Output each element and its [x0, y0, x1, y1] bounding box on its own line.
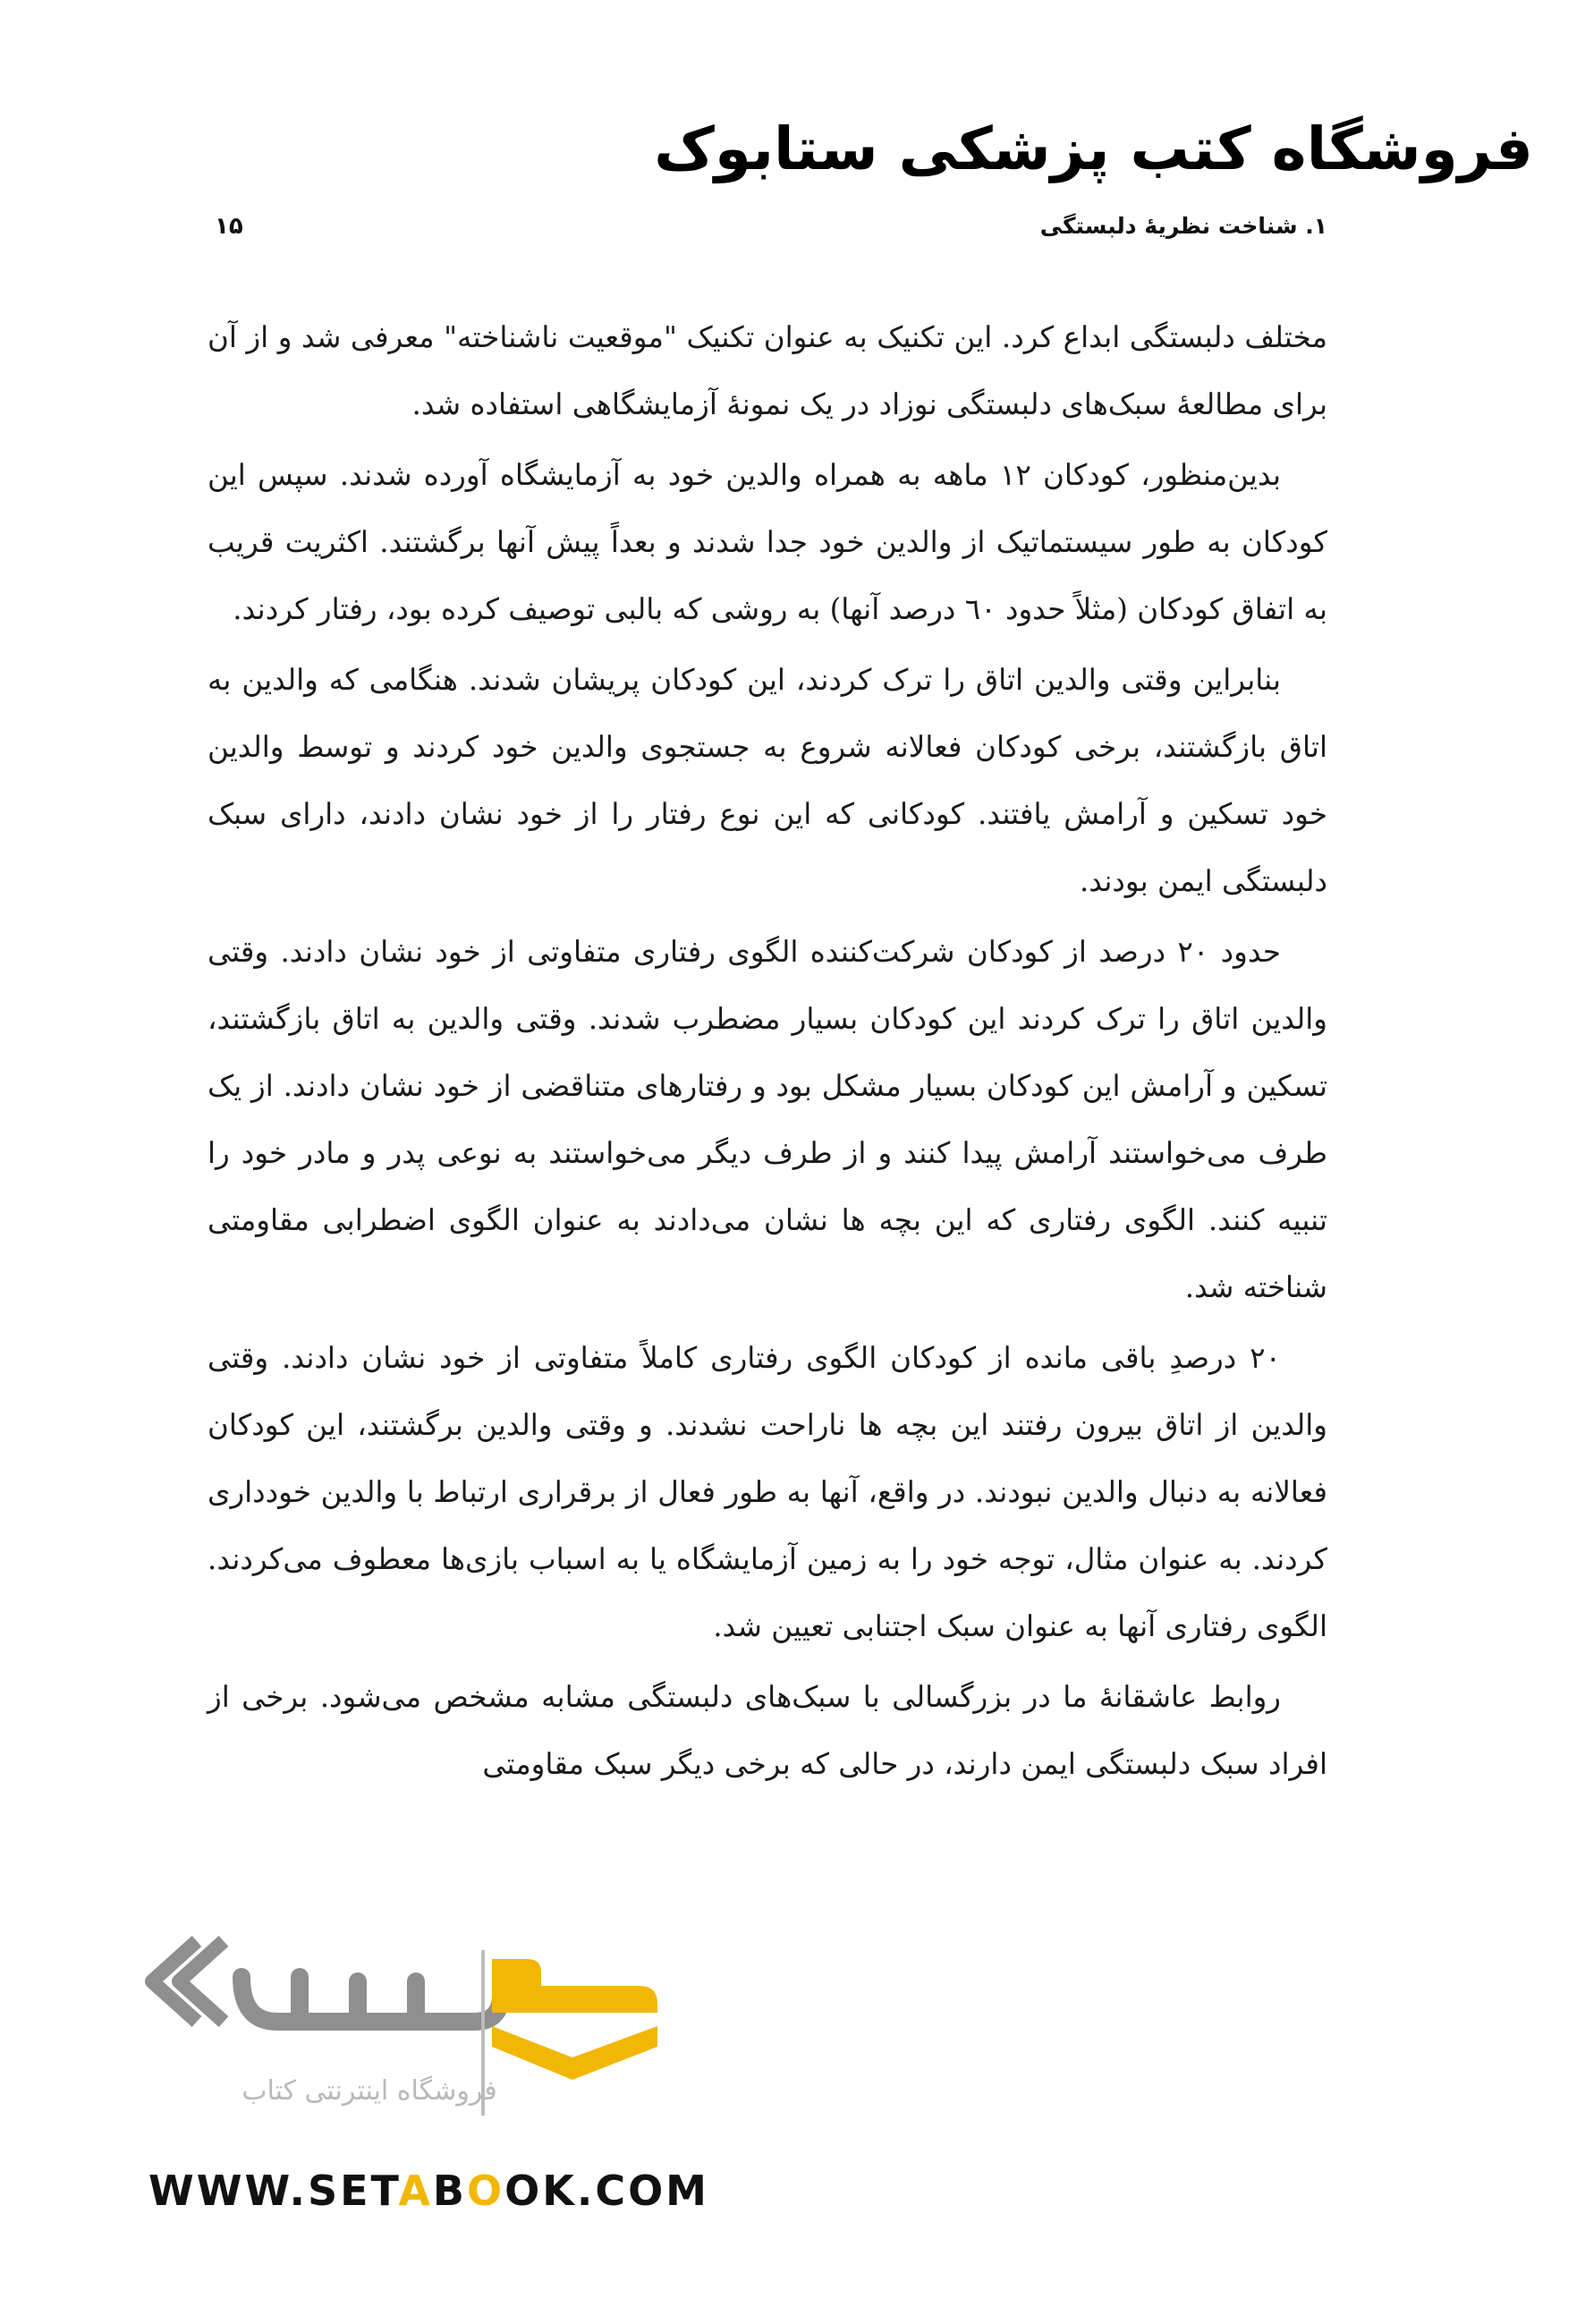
paragraph: ٢٠ درصدِ باقی مانده از کودکان الگوی رفتاری کاملاً متفاوتی از خود نشان دادند. وقتی والدین از اتاق بیرون رفتند این بچه ها ناراحت نشدند. و وقتی والدین برگشتند، این کودکان فعالانه به دنبال والدین نبودند. در واقع، آنها به طور فعال از برقراری ارتباط با والدین خودداری کردند. به عنوان مثال، توجه خود را به زمین آزمایشگاه یا به اسباب بازی‌ها معطوف می‌کردند. الگوی رفتاری آنها به عنوان سبک اجتنابی تعیین شد. — [208, 1341, 1327, 1643]
chapter-title: ۱. شناخت نظریهٔ دلبستگی — [1039, 213, 1327, 239]
paragraph: مختلف دلبستگی ابداع کرد. این تکنیک به عنوان تکنیک "موقعیت ناشناخته" معرفی شد و از آن برای مطالعهٔ سبک‌های دلبستگی نوزاد در یک نمونهٔ آزمایشگاهی استفاده شد. — [208, 320, 1327, 421]
website-url — [148, 2167, 709, 2215]
watermark-logo — [134, 1914, 709, 2218]
paragraph: بدین‌منظور، کودکان ۱۲ ماهه به همراه والدین خود به آزمایشگاه آورده شدند. سپس این کودکان به طور سیستماتیک از والدین خود جدا شدند و بعداً پیش آنها برگشتند. اکثریت قریب به اتفاق کودکان (مثلاً حدود ٦٠ درصد آنها) به روشی که بالبی توصیف کرده بود، رفتار کردند. — [208, 458, 1327, 626]
paragraph: روابط عاشقانهٔ ما در بزرگسالی با سبک‌های دلبستگی مشابه مشخص می‌شود. برخی از افراد سبک دلبستگی ایمن دارند، در حالی که برخی دیگر سبک مقاومتی — [208, 1680, 1327, 1781]
url-accent: O — [466, 2167, 505, 2215]
store-title: فروشگاه کتب پزشکی ستابوک — [654, 115, 1533, 183]
url-part: OK.COM — [504, 2167, 709, 2215]
paragraph: بنابراین وقتی والدین اتاق را ترک کردند، این کودکان پریشان شدند. هنگامی که والدین به اتاق بازگشتند، برخی کودکان فعالانه شروع به جستجوی والدین خود کردند و توسط والدین خود تسکین و آرامش یافتند. کودکانی که این نوع رفتار را از خود نشان دادند، دارای سبک دلبستگی ایمن بودند. — [208, 663, 1327, 898]
body-text — [208, 304, 1327, 1802]
url-accent: A — [398, 2167, 433, 2215]
url-part: WWW.SET — [148, 2167, 399, 2215]
running-header — [208, 213, 1327, 249]
url-part: B — [432, 2167, 467, 2215]
logo-tagline: فروشگاه اینترنتی کتاب — [242, 2075, 497, 2107]
page-number: ۱۵ — [215, 213, 243, 240]
paragraph: حدود ٢٠ درصد از کودکان شرکت‌کننده الگوی رفتاری متفاوتی از خود نشان دادند. وقتی والدین اتاق را ترک کردند این کودکان بسیار مضطرب شدند. وقتی والدین به اتاق بازگشتند، تسکین و آرامش این کودکان بسیار مشکل بود و رفتارهای متناقضی از خود نشان دادند. از یک طرف می‌خواستند آرامش پیدا کنند و از طرف دیگر می‌خواستند به نوعی پدر و مادر خود را تنبیه کنند. الگوی رفتاری که این بچه ها نشان می‌دادند به عنوان الگوی اضطرابی مقاومتی شناخته شد. — [208, 935, 1327, 1304]
